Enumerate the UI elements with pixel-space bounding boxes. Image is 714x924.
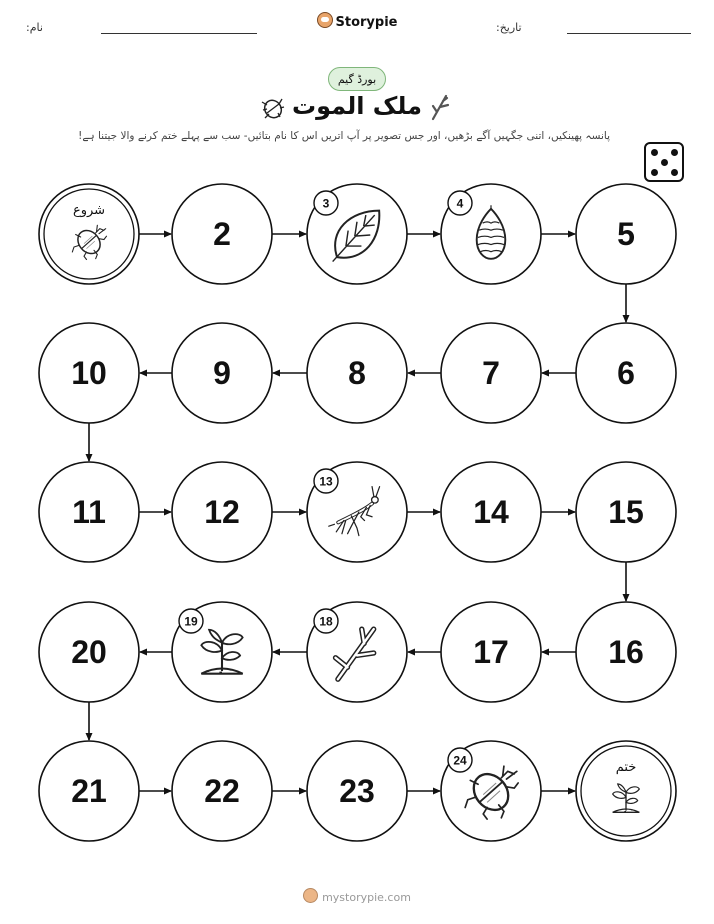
space-number-badge: 19: [184, 614, 198, 629]
space-number: 8: [348, 355, 366, 391]
board-game-badge: بورڈ گیم: [328, 67, 386, 91]
date-label: تاریخ:: [496, 21, 522, 34]
board-space-21: [39, 741, 139, 841]
board-space-19: [172, 602, 272, 702]
board-space-12: [172, 462, 272, 562]
space-number-badge: 4: [456, 196, 464, 211]
space-number: 16: [608, 634, 644, 670]
board-space-2: [172, 184, 272, 284]
space-number: 2: [213, 216, 231, 252]
board-space-5: [576, 184, 676, 284]
space-number: 7: [482, 355, 500, 391]
board-space-22: [172, 741, 272, 841]
board-space-6: [576, 323, 676, 423]
space-number-badge: 3: [322, 196, 330, 211]
board-space-9: [172, 323, 272, 423]
board-space-18: [307, 602, 407, 702]
space-number: 5: [617, 216, 635, 252]
board-space-4: [441, 184, 541, 284]
brand-name: Storypie: [335, 15, 398, 30]
space-number: 11: [72, 494, 106, 530]
space-number: 10: [71, 355, 107, 391]
board-space-14: [441, 462, 541, 562]
space-number: 20: [71, 634, 107, 670]
footer: [0, 888, 714, 904]
footer-site: mystorypie.com: [322, 891, 411, 904]
board-space-8: [307, 323, 407, 423]
space-number: 23: [339, 773, 375, 809]
board-space-10: [39, 323, 139, 423]
board-space-1: [39, 184, 139, 284]
board-space-15: [576, 462, 676, 562]
space-number: 15: [608, 494, 644, 530]
space-number: 12: [204, 494, 240, 530]
space-number-badge: 24: [453, 753, 467, 768]
board-space-7: [441, 323, 541, 423]
storypie-logo-icon: [303, 888, 318, 903]
instructions: پانسہ پھینکیں، اتنی جگہیں آگے بڑھیں، اور جس تصویر پر آپ اتریں اس کا نام بتائیں- سب سے پہلے ختم کرنے والا جیتنا ہے!: [78, 130, 610, 142]
board-space-17: [441, 602, 541, 702]
board-space-13: [307, 462, 407, 562]
space-number-badge: 18: [319, 614, 333, 629]
board-space-24: [441, 741, 541, 841]
page-title: ملک الموت: [291, 92, 423, 120]
space-number: 9: [213, 355, 231, 391]
board-space-16: [576, 602, 676, 702]
end-label: ختم: [615, 760, 637, 775]
space-number: 17: [473, 634, 509, 670]
board-space-11: [39, 462, 139, 562]
space-number: 14: [473, 494, 509, 530]
name-label: نام:: [26, 21, 43, 34]
space-number: 21: [71, 773, 107, 809]
board-space-23: [307, 741, 407, 841]
space-number-badge: 13: [319, 474, 333, 489]
space-number: 6: [617, 355, 635, 391]
space-number: 22: [204, 773, 240, 809]
board-space-3: [307, 184, 407, 284]
board-space-25: [576, 741, 676, 841]
start-label: شروع: [72, 203, 106, 218]
board-space-20: [39, 602, 139, 702]
